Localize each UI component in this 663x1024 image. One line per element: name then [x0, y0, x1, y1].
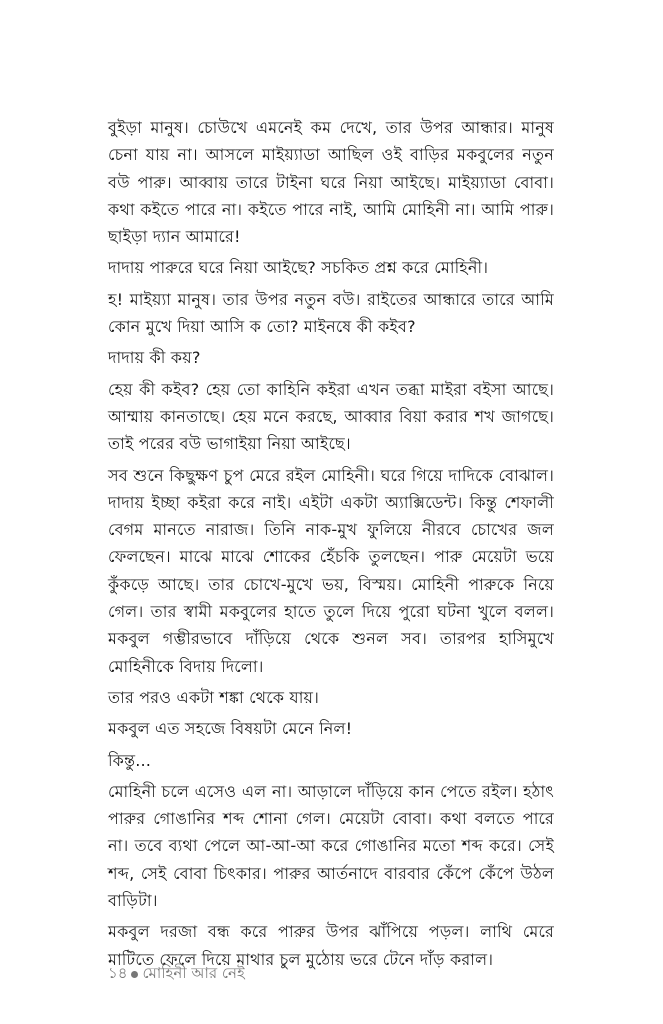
paragraph-1: বুইড়া মানুষ। চোউখে এমনেই কম দেখে, তার উপর আন্ধার। মানুষ চেনা যায় না। আসলে মাইয়্যাডা আছিল ওই বাড়ির মকবুলের নতুন বউ পারু। আব্বায় তারে টাইনা ঘরে নিয়া আইছে। মাইয়্যাডা বোবা। কথা কইতে পারে না। কইতে পারে নাই, আমি মোহিনী না। আমি পারু। ছাইড়া দ্যান আমারে! [108, 118, 554, 247]
paragraph-5: হেয় কী কইব? হেয় তো কাহিনি কইরা এখন তব্ধা মাইরা বইসা আছে। আম্মায় কানতাছে। হেয় মনে করছে, আব্বার বিয়া করার শখ জাগছে। তাই পরের বউ ভাগাইয়া নিয়া আইছে। [108, 379, 554, 454]
paragraph-10: মোহিনী চলে এসেও এল না। আড়ালে দাঁড়িয়ে কান পেতে রইল। হঠাৎ পারুর গোঙানির শব্দ শোনা গেল। মেয়েটা বোবা। কথা বলতে পারে না। তবে ব্যথা পেলে আ-আ-আ করে গোঙানির মতো শব্দ করে। সেই শব্দ, সেই বোবা চিৎকার। পারুর আর্তনাদে বারবার কেঁপে কেঁপে উঠল বাড়িটা। [108, 781, 554, 911]
book-title: মোহিনী আর নেই [142, 964, 245, 982]
paragraph-6: সব শুনে কিছুক্ষণ চুপ মেরে রইল মোহিনী। ঘরে গিয়ে দাদিকে বোঝাল। দাদায় ইচ্ছা কইরা করে নাই। এইটা একটা অ্যাক্সিডেন্ট। কিন্তু শেফালী বেগম মানতে নারাজ। তিনি নাক-মুখ ফুলিয়ে নীরবে চোখের জল ফেলছেন। মাঝে মাঝে শোকের হেঁচকি তুলছেন। পারু মেয়েটা ভয়ে কুঁকড়ে আছে। তার চোখে-মুখে ভয়, বিস্ময়। মোহিনী পারুকে নিয়ে গেল। তার স্বামী মকবুলের হাতে তুলে দিয়ে পুরো ঘটনা খুলে বলল। মকবুল গম্ভীরভাবে দাঁড়িয়ে থেকে শুনল সব। তারপর হাসিমুখে মোহিনীকে বিদায় দিলো। [108, 465, 554, 676]
page-body [108, 114, 554, 977]
paragraph-4: দাদায় কী কয়? [108, 348, 201, 368]
paragraph-2: দাদায় পারুরে ঘরে নিয়া আইছে? সচকিত প্রশ্ন করে মোহিনী। [108, 258, 489, 278]
paragraph-7: তার পরও একটা শঙ্কা থেকে যায়। [108, 687, 320, 707]
page-number: ১৪ [108, 964, 128, 982]
paragraph-11: মকবুল দরজা বন্ধ করে পারুর উপর ঝাঁপিয়ে পড়ল। লাথি মেরে মাটিতে ফেলে দিয়ে মাথার চুল মুঠোয় ভরে টেনে দাঁড় করাল। [108, 922, 554, 969]
paragraph-9: কিন্তু... [108, 750, 152, 770]
bullet-icon [131, 971, 138, 978]
paragraph-3: হ! মাইয়্যা মানুষ। তার উপর নতুন বউ। রাইতের আন্ধারে তারে আমি কোন মুখে দিয়া আসি ক তো? মাইনষে কী কইব? [108, 289, 554, 337]
paragraph-8: মকবুল এত সহজে বিষয়টা মেনে নিল! [108, 719, 353, 739]
page-footer [108, 962, 245, 987]
